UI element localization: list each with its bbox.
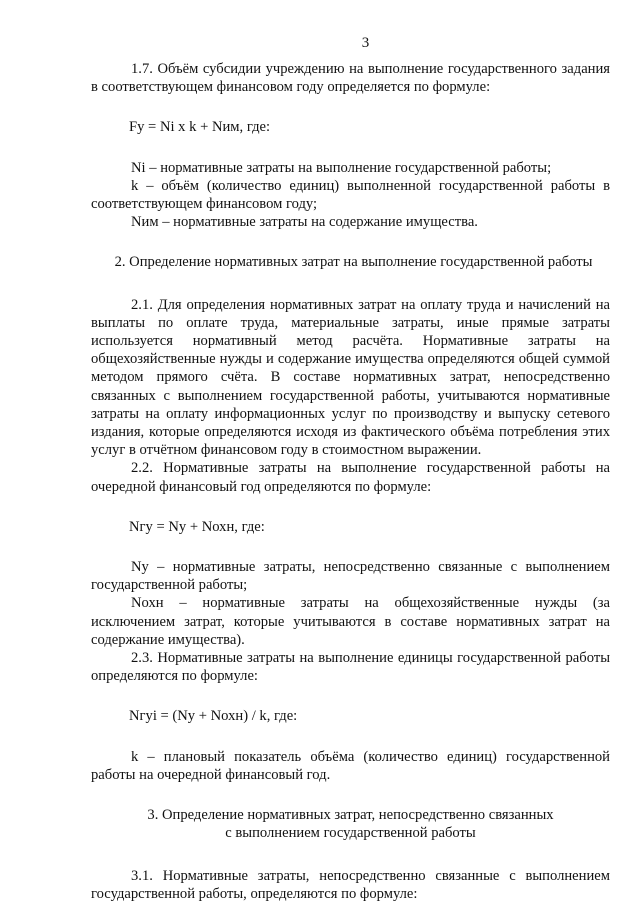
formula-ngyi: Nгуi = (Ny + Nохн) / k, где: (129, 708, 298, 725)
definition-ny: Ny – нормативные затраты, непосредственно связанные с выполнением государственной работы; (91, 559, 610, 594)
definition-k: k – объём (количество единиц) выполненной государственной работы в соответствующем финансовом году; (91, 177, 610, 213)
definition-nim: Nим – нормативные затраты на содержание имущества. (131, 214, 478, 231)
page-number: 3 (361, 35, 370, 51)
paragraph-2-1: 2.1. Для определения нормативных затрат на оплату труда и начислений на выплаты по оплате труда, материальные затраты, иные прямые затраты используется нормативный метод расчёта. Нормативные затраты на общехозяйственные нужды и содержание имущества определяются общей суммой методом прямого счёта. В составе нормативных затрат, непосредственно связанных с выполнением государственной работы, учитываются нормативные затраты на оплату информационных услуг по производству и выпуску сетевого издания, которые определяются исходя из фактического объёма потребления этих услуг в отчётном финансовом году в стоимостном выражении. (91, 296, 610, 459)
paragraph-2-3: 2.3. Нормативные затраты на выполнение единицы государственной работы определяются по формуле: (91, 650, 610, 685)
section-3-heading-line-1: 3. Определение нормативных затрат, непосредственно связанных (147, 807, 554, 824)
paragraph-1-7: 1.7. Объём субсидии учреждению на выполнение государственного задания в соответствующем финансовом году определяется по формуле: (91, 61, 610, 96)
section-3-heading-line-2: с выполнением государственной работы (225, 825, 476, 842)
formula-subsidy: Fy = Ni x k + Nим, где: (129, 119, 271, 136)
paragraph-3-1: 3.1. Нормативные затраты, непосредственно связанные с выполнением государственной работы, определяются по формуле: (91, 867, 610, 902)
paragraph-2-2: 2.2. Нормативные затраты на выполнение государственной работы на очередной финансовый год определяются по формуле: (91, 460, 610, 495)
definition-ni: Ni – нормативные затраты на выполнение государственной работы; (131, 159, 552, 176)
definition-k-plan: k – плановый показатель объёма (количество единиц) государственной работы на очередной финансовый год. (91, 748, 610, 783)
definition-noxn: Nохн – нормативные затраты на общехозяйственные нужды (за исключением затрат, которые учитываются в составе нормативных затрат на содержание имущества). (91, 595, 610, 648)
section-2-heading: 2. Определение нормативных затрат на выполнение государственной работы (114, 254, 593, 271)
section-3-heading (91, 806, 610, 842)
formula-ngy: Nгу = Ny + Nохн, где: (129, 518, 265, 535)
